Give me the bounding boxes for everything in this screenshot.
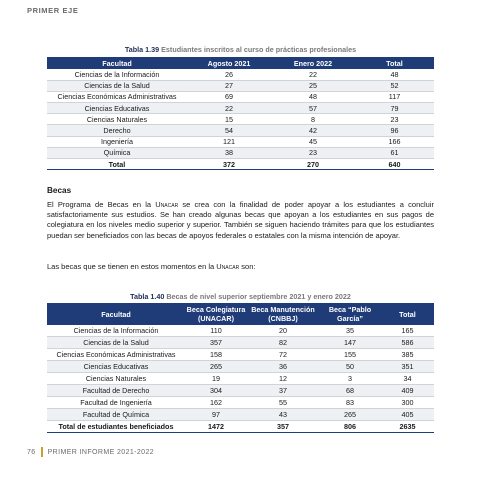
table2-header-manutencion: Beca Manutención (CNBBJ) [251,305,315,323]
table2-value-cell: 19 [185,373,247,385]
table1-value-cell: 48 [355,69,434,80]
table2-facultad-cell: Ciencias Económicas Administrativas [47,349,185,361]
table1-value-cell: 79 [355,103,434,114]
table1-row [47,91,434,102]
table2-value-cell: 162 [185,396,247,408]
table2-value-cell: 55 [247,396,319,408]
table1 [47,57,434,170]
table1-value-cell: 22 [271,69,355,80]
table1-caption [47,45,434,54]
table1-value-cell: 54 [187,125,271,136]
table1-row [47,147,434,158]
table1-value-cell: 8 [271,114,355,125]
table2-facultad-cell: Facultad de Derecho [47,384,185,396]
table2-value-cell: 37 [247,384,319,396]
table2-value-cell: 82 [247,337,319,349]
table1-value-cell: 57 [271,103,355,114]
table2-value-cell: 83 [319,396,381,408]
table2-header-row [47,303,434,325]
table2-value-cell: 2635 [381,420,434,432]
table2-value-cell: 409 [381,384,434,396]
table1-row [47,103,434,114]
table2-row [47,337,434,349]
table1-value-cell: 166 [355,136,434,147]
table2-facultad-cell: Facultad de Ingeniería [47,396,185,408]
table1-row [47,114,434,125]
table2 [47,303,434,433]
table2-facultad-cell: Facultad de Química [47,408,185,420]
table2-value-cell: 351 [381,361,434,373]
table1-value-cell: 45 [271,136,355,147]
table2-value-cell: 68 [319,384,381,396]
table2-value-cell: 20 [247,325,319,337]
table2-total-row [47,420,434,432]
table1-caption-text: Estudiantes inscritos al curso de prácticas profesionales [161,45,357,54]
table2-value-cell: 357 [185,337,247,349]
table2-value-cell: 265 [185,361,247,373]
table1-value-cell: 22 [187,103,271,114]
table1-row [47,125,434,136]
table2-value-cell: 43 [247,408,319,420]
table2-value-cell: 3 [319,373,381,385]
table1-value-cell: 69 [187,91,271,102]
table2-value-cell: 12 [247,373,319,385]
table1-row [47,69,434,80]
page-footer [27,447,154,457]
table2-value-cell: 405 [381,408,434,420]
table1-value-cell: 23 [355,114,434,125]
table2-value-cell: 304 [185,384,247,396]
table1-caption-label: Tabla 1.39 [124,45,160,54]
table1-value-cell: 52 [355,80,434,91]
table2-row [47,361,434,373]
table1-facultad-cell: Ciencias Económicas Administrativas [47,91,187,102]
table2-value-cell: 165 [381,325,434,337]
table2-header-cell [185,303,247,325]
table2-header-colegiatura: Beca Colegiatura (UNACAR) [186,305,246,323]
footer-title: PRIMER INFORME 2021-2022 [47,448,155,456]
table1-value-cell: 96 [355,125,434,136]
table1-value-cell: 27 [187,80,271,91]
unacar-abbrev: Unacar [216,262,240,271]
table2-value-cell: 806 [319,420,381,432]
table1-header-cell: Enero 2022 [271,57,355,69]
table2-value-cell: 300 [381,396,434,408]
table2-value-cell: 72 [247,349,319,361]
table1-facultad-cell: Derecho [47,125,187,136]
table2-value-cell: 158 [185,349,247,361]
table1-facultad-cell: Ciencias de la Información [47,69,187,80]
table2-value-cell: 155 [319,349,381,361]
table1-header-cell: Agosto 2021 [187,57,271,69]
table2-row [47,384,434,396]
table2-value-cell: 1472 [185,420,247,432]
table2-value-cell: 110 [185,325,247,337]
table1-row [47,136,434,147]
becas-intro-paragraph: Las becas que se tienen en estos momentos en la Unacar son: [47,262,256,271]
table2-caption-label: Tabla 1.40 [130,292,165,301]
table1-facultad-cell: Ciencias Naturales [47,114,187,125]
table2-facultad-cell: Ciencias Naturales [47,373,185,385]
table2-header-pablo-garcia: Beca “Pablo García” [328,305,372,323]
table2-facultad-cell: Ciencias Educativas [47,361,185,373]
table1-value-cell: 26 [187,69,271,80]
table1-row [47,80,434,91]
running-header: PRIMER EJE [27,6,79,15]
table2-value-cell: 385 [381,349,434,361]
section-title: Becas [47,186,72,195]
table2-row [47,408,434,420]
page-number: 76 [27,448,36,456]
table1-value-cell: 121 [187,136,271,147]
table1-value-cell: 42 [271,125,355,136]
table1-value-cell: 23 [271,147,355,158]
table2-row [47,349,434,361]
table2-header-cell [247,303,319,325]
table2-header-cell [319,303,381,325]
table2-header-cell: Facultad [47,303,185,325]
table1-facultad-cell: Total [47,159,187,170]
table1-facultad-cell: Ciencias Educativas [47,103,187,114]
table1-header-cell: Facultad [47,57,187,69]
table1-value-cell: 48 [271,91,355,102]
becas-paragraph: El Programa de Becas en la Unacar se crea con la finalidad de poder apoyar a los estudiantes a concluir satisfactoriamente sus estudios. Se han creado algunas becas que apoyan a los estudiantes en sus pagos de colegiatura en los niveles medio superior y superior. También se siguen haciendo trámites para que los estudiantes puedan ser beneficiados con las becas de apoyos federales o estatales con la misma intención de apoyar. [47,200,435,240]
table2-value-cell: 35 [319,325,381,337]
table1-value-cell: 38 [187,147,271,158]
table2-value-cell: 36 [247,361,319,373]
table2-row [47,325,434,337]
table1-value-cell: 15 [187,114,271,125]
table1-facultad-cell: Ciencias de la Salud [47,80,187,91]
unacar-abbrev: Unacar [155,200,179,209]
table2-header-cell: Total [381,303,434,325]
table2-row [47,373,434,385]
footer-divider [41,447,43,457]
table1-value-cell: 372 [187,159,271,170]
table2-facultad-cell: Total de estudiantes beneficiados [47,420,185,432]
table2-value-cell: 34 [381,373,434,385]
table1-value-cell: 61 [355,147,434,158]
table2-value-cell: 147 [319,337,381,349]
table1-value-cell: 270 [271,159,355,170]
table1-value-cell: 25 [271,80,355,91]
table2-facultad-cell: Ciencias de la Salud [47,337,185,349]
table2-value-cell: 357 [247,420,319,432]
table1-facultad-cell: Química [47,147,187,158]
table2-caption-text: Becas de nivel superior septiembre 2021 y enero 2022 [166,292,351,301]
table2-value-cell: 586 [381,337,434,349]
table2-facultad-cell: Ciencias de la Información [47,325,185,337]
table1-value-cell: 117 [355,91,434,102]
table2-value-cell: 97 [185,408,247,420]
table1-header-cell: Total [355,57,434,69]
table1-facultad-cell: Ingeniería [47,136,187,147]
table2-value-cell: 50 [319,361,381,373]
table1-total-row [47,159,434,170]
table2-caption [47,292,434,301]
table1-header-row [47,57,434,69]
table1-value-cell: 640 [355,159,434,170]
table2-row [47,396,434,408]
table2-value-cell: 265 [319,408,381,420]
